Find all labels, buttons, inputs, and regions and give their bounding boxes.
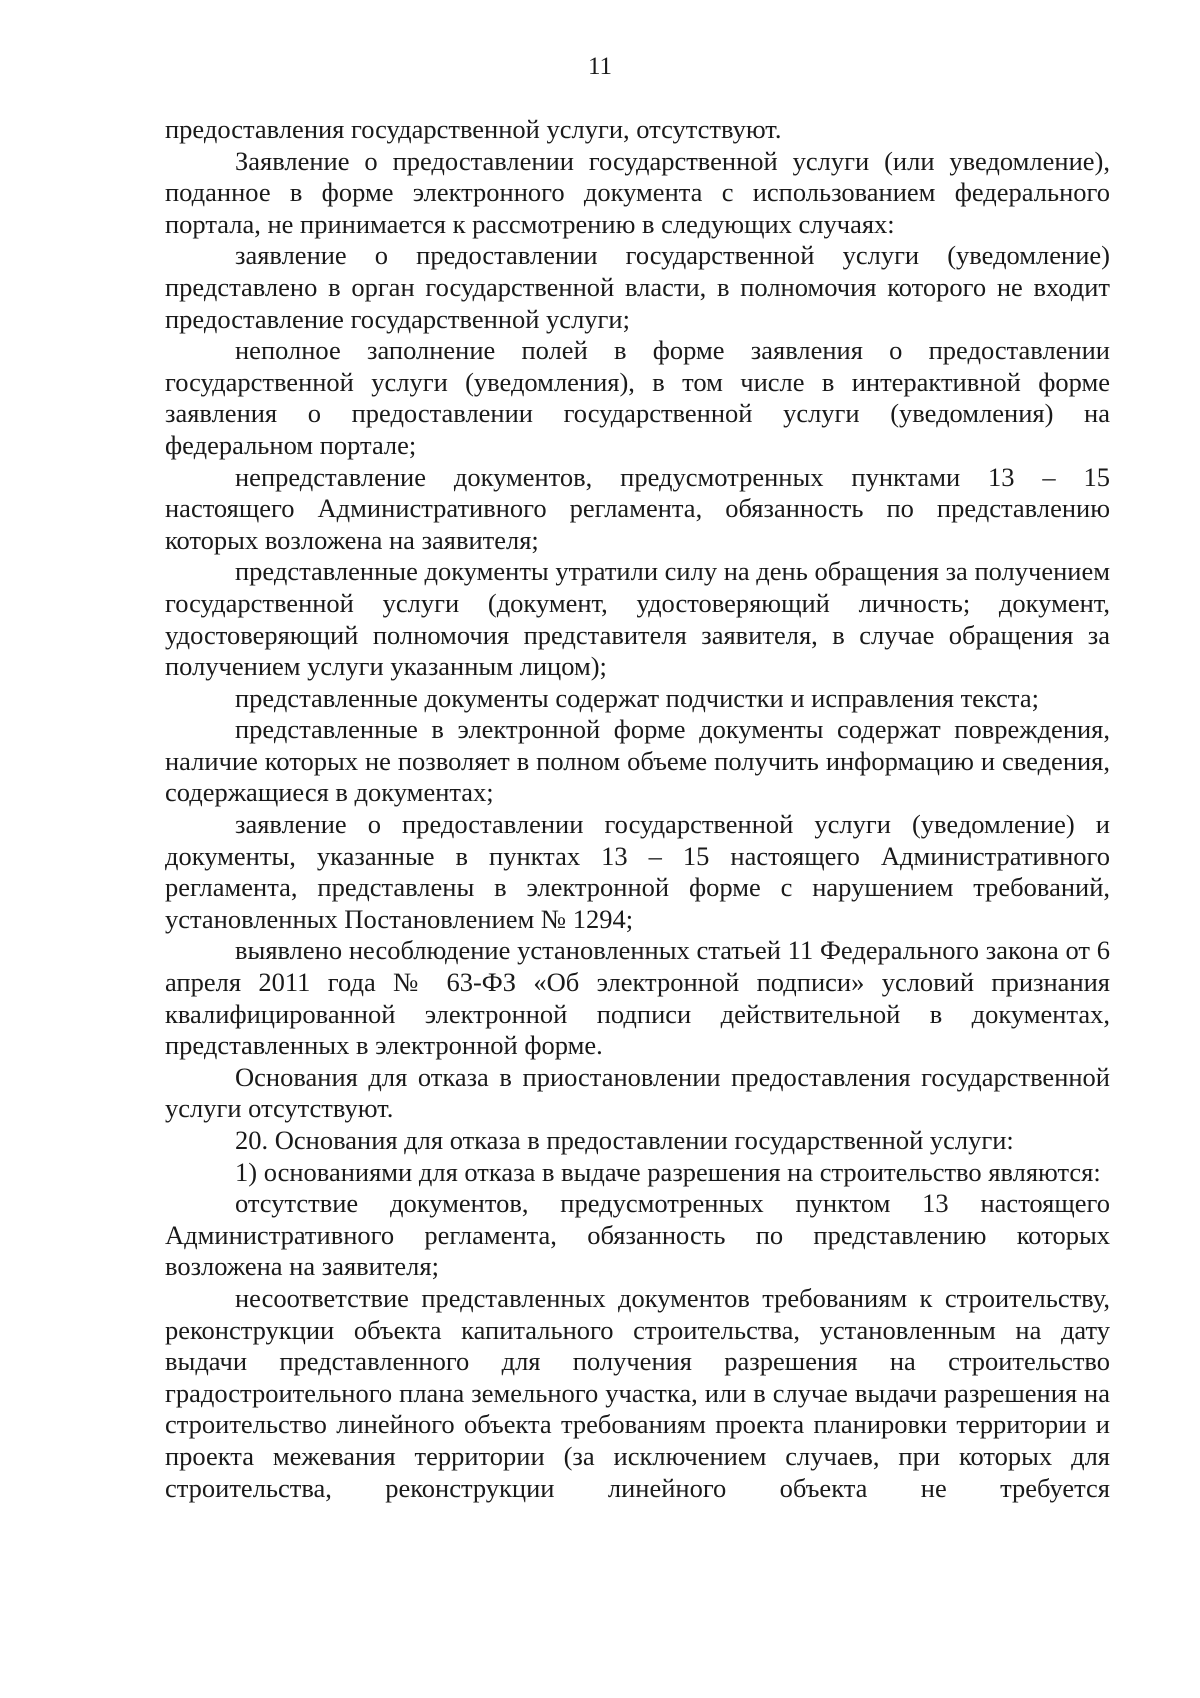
page-number: 11 xyxy=(587,53,613,80)
section-heading-paragraph: 20. Основания для отказа в предоставлении государственной услуги: xyxy=(235,1125,1014,1155)
paragraph-continuation: предоставления государственной услуги, отсутствуют. xyxy=(165,114,782,144)
paragraph: представленные в электронной форме документы содержат повреждения, наличие которых не позволяет в полном объеме получить информацию и сведения, содержащиеся в документах; xyxy=(165,714,1110,808)
paragraph: неполное заполнение полей в форме заявления о предоставлении государственной услуги (уведомления), в том числе в интерактивной форме заявления о предоставлении государственной услуги (уведомления) на федеральном портале; xyxy=(165,335,1110,460)
document-body xyxy=(165,114,1110,1504)
paragraph: заявление о предоставлении государственной услуги (уведомление) и документы, указанные в пунктах 13 – 15 настоящего Административного регламента, представлены в электронной форме с нарушением требований, установленных Постановлением № 1294; xyxy=(165,809,1110,934)
paragraph: заявление о предоставлении государственной услуги (уведомление) представлено в орган государственной власти, в полномочия которого не входит предоставление государственной услуги; xyxy=(165,240,1110,334)
paragraph: отсутствие документов, предусмотренных пунктом 13 настоящего Административного регламента, обязанность по представлению которых возложена на заявителя; xyxy=(165,1188,1110,1282)
paragraph: 1) основаниями для отказа в выдаче разрешения на строительство являются: xyxy=(235,1156,1101,1187)
paragraph: Заявление о предоставлении государственной услуги (или уведомление), поданное в форме электронного документа с использованием федерального портала, не принимается к рассмотрению в следующих случаях: xyxy=(165,145,1110,239)
paragraph: выявлено несоблюдение установленных статьей 11 Федерального закона от 6 апреля 2011 года № 63-ФЗ «Об электронной подписи» условий признания квалифицированной электронной подписи действительной в документах, представленных в электронной форме. xyxy=(165,935,1110,1061)
paragraph: представленные документы содержат подчистки и исправления текста; xyxy=(235,682,1039,713)
paragraph: непредставление документов, предусмотренных пунктами 13 – 15 настоящего Административного регламента, обязанность по представлению которых возложена на заявителя; xyxy=(165,461,1110,555)
paragraph: несоответствие представленных документов требованиям к строительству, реконструкции объекта капитального строительства, установленным на дату выдачи представленного для получения разрешения на строительство градостроительного плана земельного участка, или в случае выдачи разрешения на строительство линейного объекта требованиям проекта планировки территории и проекта межевания территории (за исключением случаев, при которых для строительства, реконструкции линейного объекта не требуется xyxy=(165,1282,1110,1503)
paragraph: представленные документы утратили силу на день обращения за получением государственной услуги (документ, удостоверяющий личность; документ, удостоверяющий полномочия представителя заявителя, в случае обращения за получением услуги указанным лицом); xyxy=(165,556,1110,682)
paragraph: Основания для отказа в приостановлении предоставления государственной услуги отсутствуют. xyxy=(165,1061,1110,1124)
